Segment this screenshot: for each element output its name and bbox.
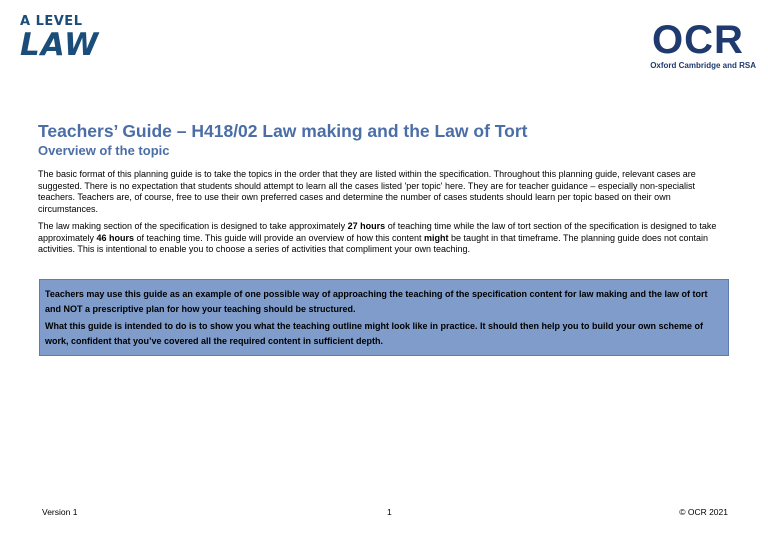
ocr-logo-mark	[640, 22, 756, 58]
law-making-hours: 27 hours	[347, 221, 386, 231]
page-title: Teachers’ Guide – H418/02 Law making and the Law of Tort	[38, 121, 528, 141]
brand-logo	[20, 14, 99, 62]
ocr-logo-letters: OCR	[652, 22, 744, 58]
ocr-logo-subtitle: Oxford Cambridge and RSA	[650, 61, 756, 70]
timing-text-1: The law making section of the specification is designed to take approximately	[38, 221, 348, 231]
brand-subject: LAW	[20, 27, 100, 63]
footer-version: Version 1	[42, 507, 78, 517]
might-emphasis: might	[424, 232, 449, 243]
footer-copyright: © OCR 2021	[679, 507, 728, 517]
timing-text-4: be taught in that timeframe. The planning guide does not contain activities. This is intentional to enable you to choose a series of activities that compliment your own teaching.	[38, 232, 709, 255]
callout-paragraph-1: Teachers may use this guide as an example of one possible way of approaching the teaching of the specification content for law making and the law of tort and NOT a prescriptive plan for how your teaching should be structured.	[45, 289, 708, 314]
timing-paragraph	[38, 221, 730, 256]
guidance-callout	[39, 279, 729, 356]
tort-hours: 46 hours	[96, 232, 135, 243]
intro-paragraph: The basic format of this planning guide is to take the topics in the order that they are listed within the specification. Throughout this planning guide, relevant cases are suggested. There is no expectation that students should attempt to learn all the cases listed 'per topic' here. They are for teacher guidance – especially non-specialist teachers. Teachers are, of course, free to use their own preferred cases and determine the number of cases students should learn per topic based on their own circumstances.	[38, 169, 696, 214]
brand-level: A LEVEL	[20, 14, 83, 29]
timing-text-3: of teaching time. This guide will provide an overview of how this content	[134, 232, 425, 243]
page-subtitle: Overview of the topic	[38, 143, 170, 158]
ocr-logo	[640, 22, 756, 70]
footer-page-number: 1	[387, 507, 392, 517]
callout-paragraph-2: What this guide is intended to do is to show you what the teaching outline might look like in practice. It should then help you to build your own scheme of work, confident that you’ve covered all the required content in sufficient depth.	[45, 321, 704, 346]
timing-text-2: of teaching time while the law of tort section of the specification is designed to take approximately	[38, 221, 717, 243]
